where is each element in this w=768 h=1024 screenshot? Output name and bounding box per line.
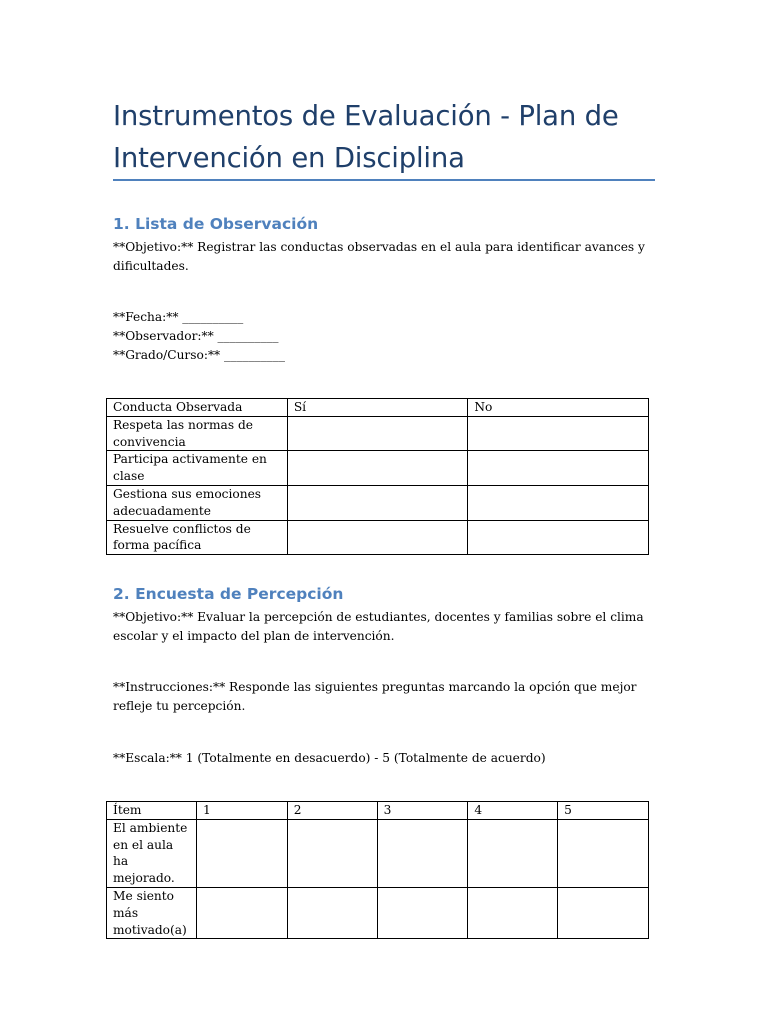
header-scale-4: 4 [468, 802, 558, 820]
field-observador: **Observador:** __________ [113, 329, 279, 343]
field-fecha: **Fecha:** __________ [113, 310, 244, 324]
rating-cell-2[interactable] [287, 887, 377, 938]
item-cell: El ambiente en el aula ha mejorado. [107, 819, 197, 887]
table-row [107, 451, 649, 486]
section1-heading: 1. Lista de Observación [113, 215, 319, 233]
rating-cell-4[interactable] [468, 887, 558, 938]
section2-instructions: **Instrucciones:** Responde las siguientes preguntas marcando la opción que mejor refleje tu percepción. [113, 680, 637, 713]
table-row [107, 416, 649, 451]
rating-cell-2[interactable] [287, 819, 377, 887]
si-checkbox-cell[interactable] [287, 416, 468, 451]
survey-table [106, 801, 649, 939]
rating-cell-3[interactable] [377, 819, 468, 887]
header-no: No [468, 399, 649, 417]
header-conducta: Conducta Observada [107, 399, 288, 417]
conducta-cell: Participa activamente en clase [107, 451, 288, 486]
title-underline [113, 179, 655, 181]
document-title: Instrumentos de Evaluación - Plan de Intervención en Disciplina [113, 100, 619, 174]
conducta-cell: Gestiona sus emociones adecuadamente [107, 485, 288, 520]
rating-cell-5[interactable] [558, 887, 649, 938]
observation-header-row [107, 399, 649, 417]
table-row [107, 485, 649, 520]
header-scale-3: 3 [377, 802, 468, 820]
rating-cell-1[interactable] [196, 819, 287, 887]
table-row [107, 887, 649, 938]
rating-cell-1[interactable] [196, 887, 287, 938]
header-item: Ítem [107, 802, 197, 820]
section2-heading: 2. Encuesta de Percepción [113, 585, 344, 603]
no-checkbox-cell[interactable] [468, 485, 649, 520]
rating-cell-4[interactable] [468, 819, 558, 887]
conducta-cell: Respeta las normas de convivencia [107, 416, 288, 451]
survey-header-row [107, 802, 649, 820]
rating-cell-3[interactable] [377, 887, 468, 938]
section2-objective: **Objetivo:** Evaluar la percepción de estudiantes, docentes y familias sobre el clima escolar y el impacto del plan de intervención. [113, 610, 644, 643]
no-checkbox-cell[interactable] [468, 416, 649, 451]
section2-scale: **Escala:** 1 (Totalmente en desacuerdo) - 5 (Totalmente de acuerdo) [113, 751, 546, 765]
si-checkbox-cell[interactable] [287, 520, 468, 555]
header-scale-1: 1 [196, 802, 287, 820]
si-checkbox-cell[interactable] [287, 451, 468, 486]
header-scale-5: 5 [558, 802, 649, 820]
table-row [107, 520, 649, 555]
section1-objective: **Objetivo:** Registrar las conductas observadas en el aula para identificar avances y dificultades. [113, 240, 645, 273]
rating-cell-5[interactable] [558, 819, 649, 887]
header-si: Sí [287, 399, 468, 417]
conducta-cell: Resuelve conflictos de forma pacífica [107, 520, 288, 555]
field-grado-curso: **Grado/Curso:** __________ [113, 348, 285, 362]
no-checkbox-cell[interactable] [468, 520, 649, 555]
no-checkbox-cell[interactable] [468, 451, 649, 486]
header-scale-2: 2 [287, 802, 377, 820]
observation-table [106, 398, 649, 555]
item-cell: Me siento más motivado(a) [107, 887, 197, 938]
si-checkbox-cell[interactable] [287, 485, 468, 520]
table-row [107, 819, 649, 887]
